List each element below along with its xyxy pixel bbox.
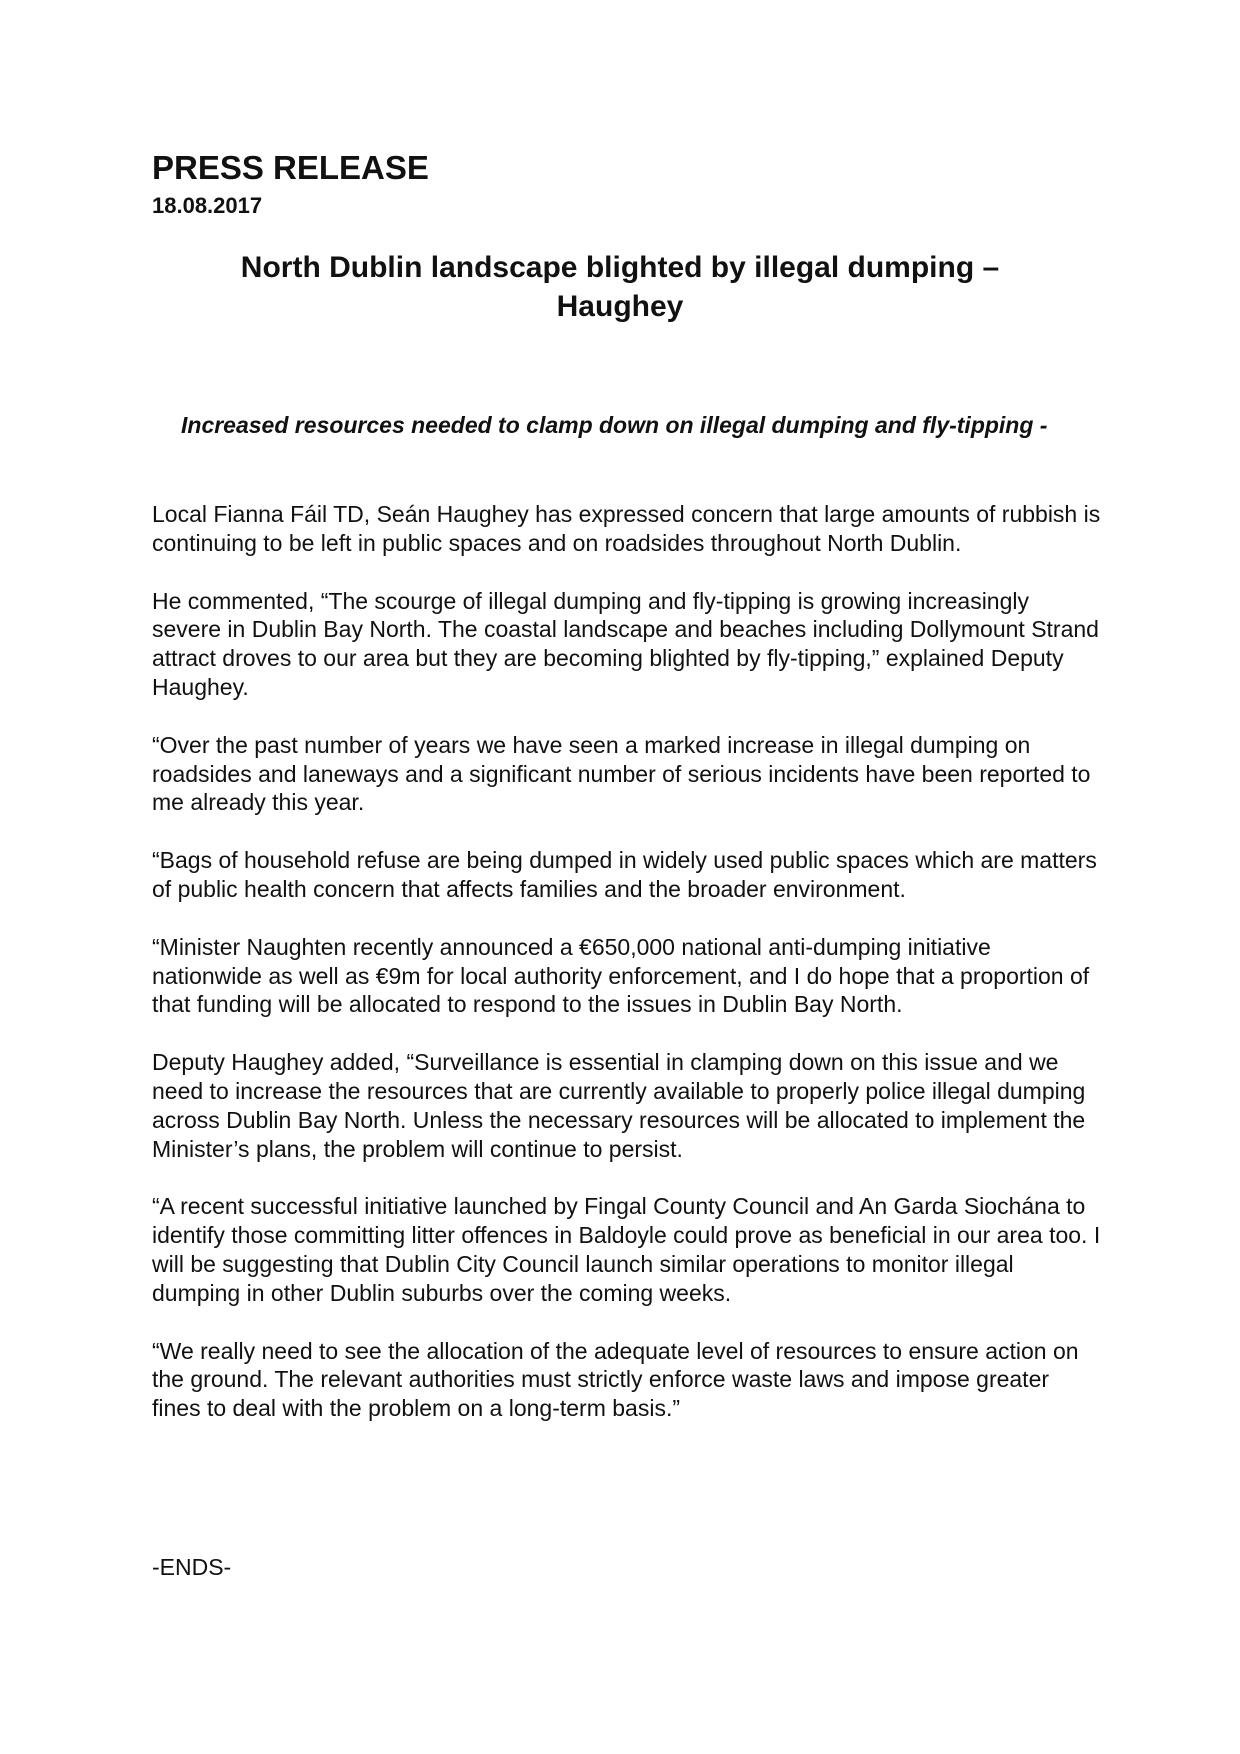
body-paragraph: “Bags of household refuse are being dumped in widely used public spaces which are matters of public health concern that affects families and the broader environment. — [152, 847, 1097, 902]
body-paragraph: “A recent successful initiative launched by Fingal County Council and An Garda Siochána to identify those committing litter offences in Baldoyle could prove as beneficial in our area too. I will be suggesting that Dublin City Council launch similar operations to monitor illegal dumping in other Dublin suburbs over the coming weeks. — [152, 1193, 1101, 1306]
body-paragraph: Local Fianna Fáil TD, Seán Haughey has expressed concern that large amounts of rubbish is continuing to be left in public spaces and on roadsides throughout North Dublin. — [152, 501, 1101, 556]
headline-line-2: Haughey — [556, 290, 684, 323]
body-paragraph: “We really need to see the allocation of the adequate level of resources to ensure action on the ground. The relevant authorities must strictly enforce waste laws and impose greater fines to deal with the problem on a long-term basis.” — [152, 1337, 1079, 1422]
headline — [152, 248, 1088, 326]
body-paragraph: He commented, “The scourge of illegal dumping and fly-tipping is growing increasingly severe in Dublin Bay North. The coastal landscape and beaches including Dollymount Strand attract droves to our area but they are becoming blighted by fly-tipping,” explained Deputy Haughey. — [152, 587, 1099, 700]
release-date: 18.08.2017 — [152, 193, 263, 218]
document-label: PRESS RELEASE — [152, 149, 429, 186]
ends-marker: -ENDS- — [152, 1554, 232, 1580]
body-paragraph: Deputy Haughey added, “Surveillance is essential in clamping down on this issue and we need to increase the resources that are currently available to properly police illegal dumping across Dublin Bay North. Unless the necessary resources will be allocated to implement the Minister’s plans, the problem will continue to persist. — [152, 1049, 1086, 1162]
body-paragraph: “Over the past number of years we have seen a marked increase in illegal dumping on roadsides and laneways and a significant number of serious incidents have been reported to me already this year. — [152, 731, 1091, 816]
body-text — [152, 500, 1102, 1452]
subheading: Increased resources needed to clamp down on illegal dumping and fly-tipping - — [181, 412, 1048, 438]
body-paragraph: “Minister Naughten recently announced a €650,000 national anti-dumping initiative nationwide as well as €9m for local authority enforcement, and I do hope that a proportion of that funding will be allocated to respond to the issues in Dublin Bay North. — [152, 933, 1090, 1018]
headline-line-1: North Dublin landscape blighted by illegal dumping – — [240, 251, 1000, 284]
